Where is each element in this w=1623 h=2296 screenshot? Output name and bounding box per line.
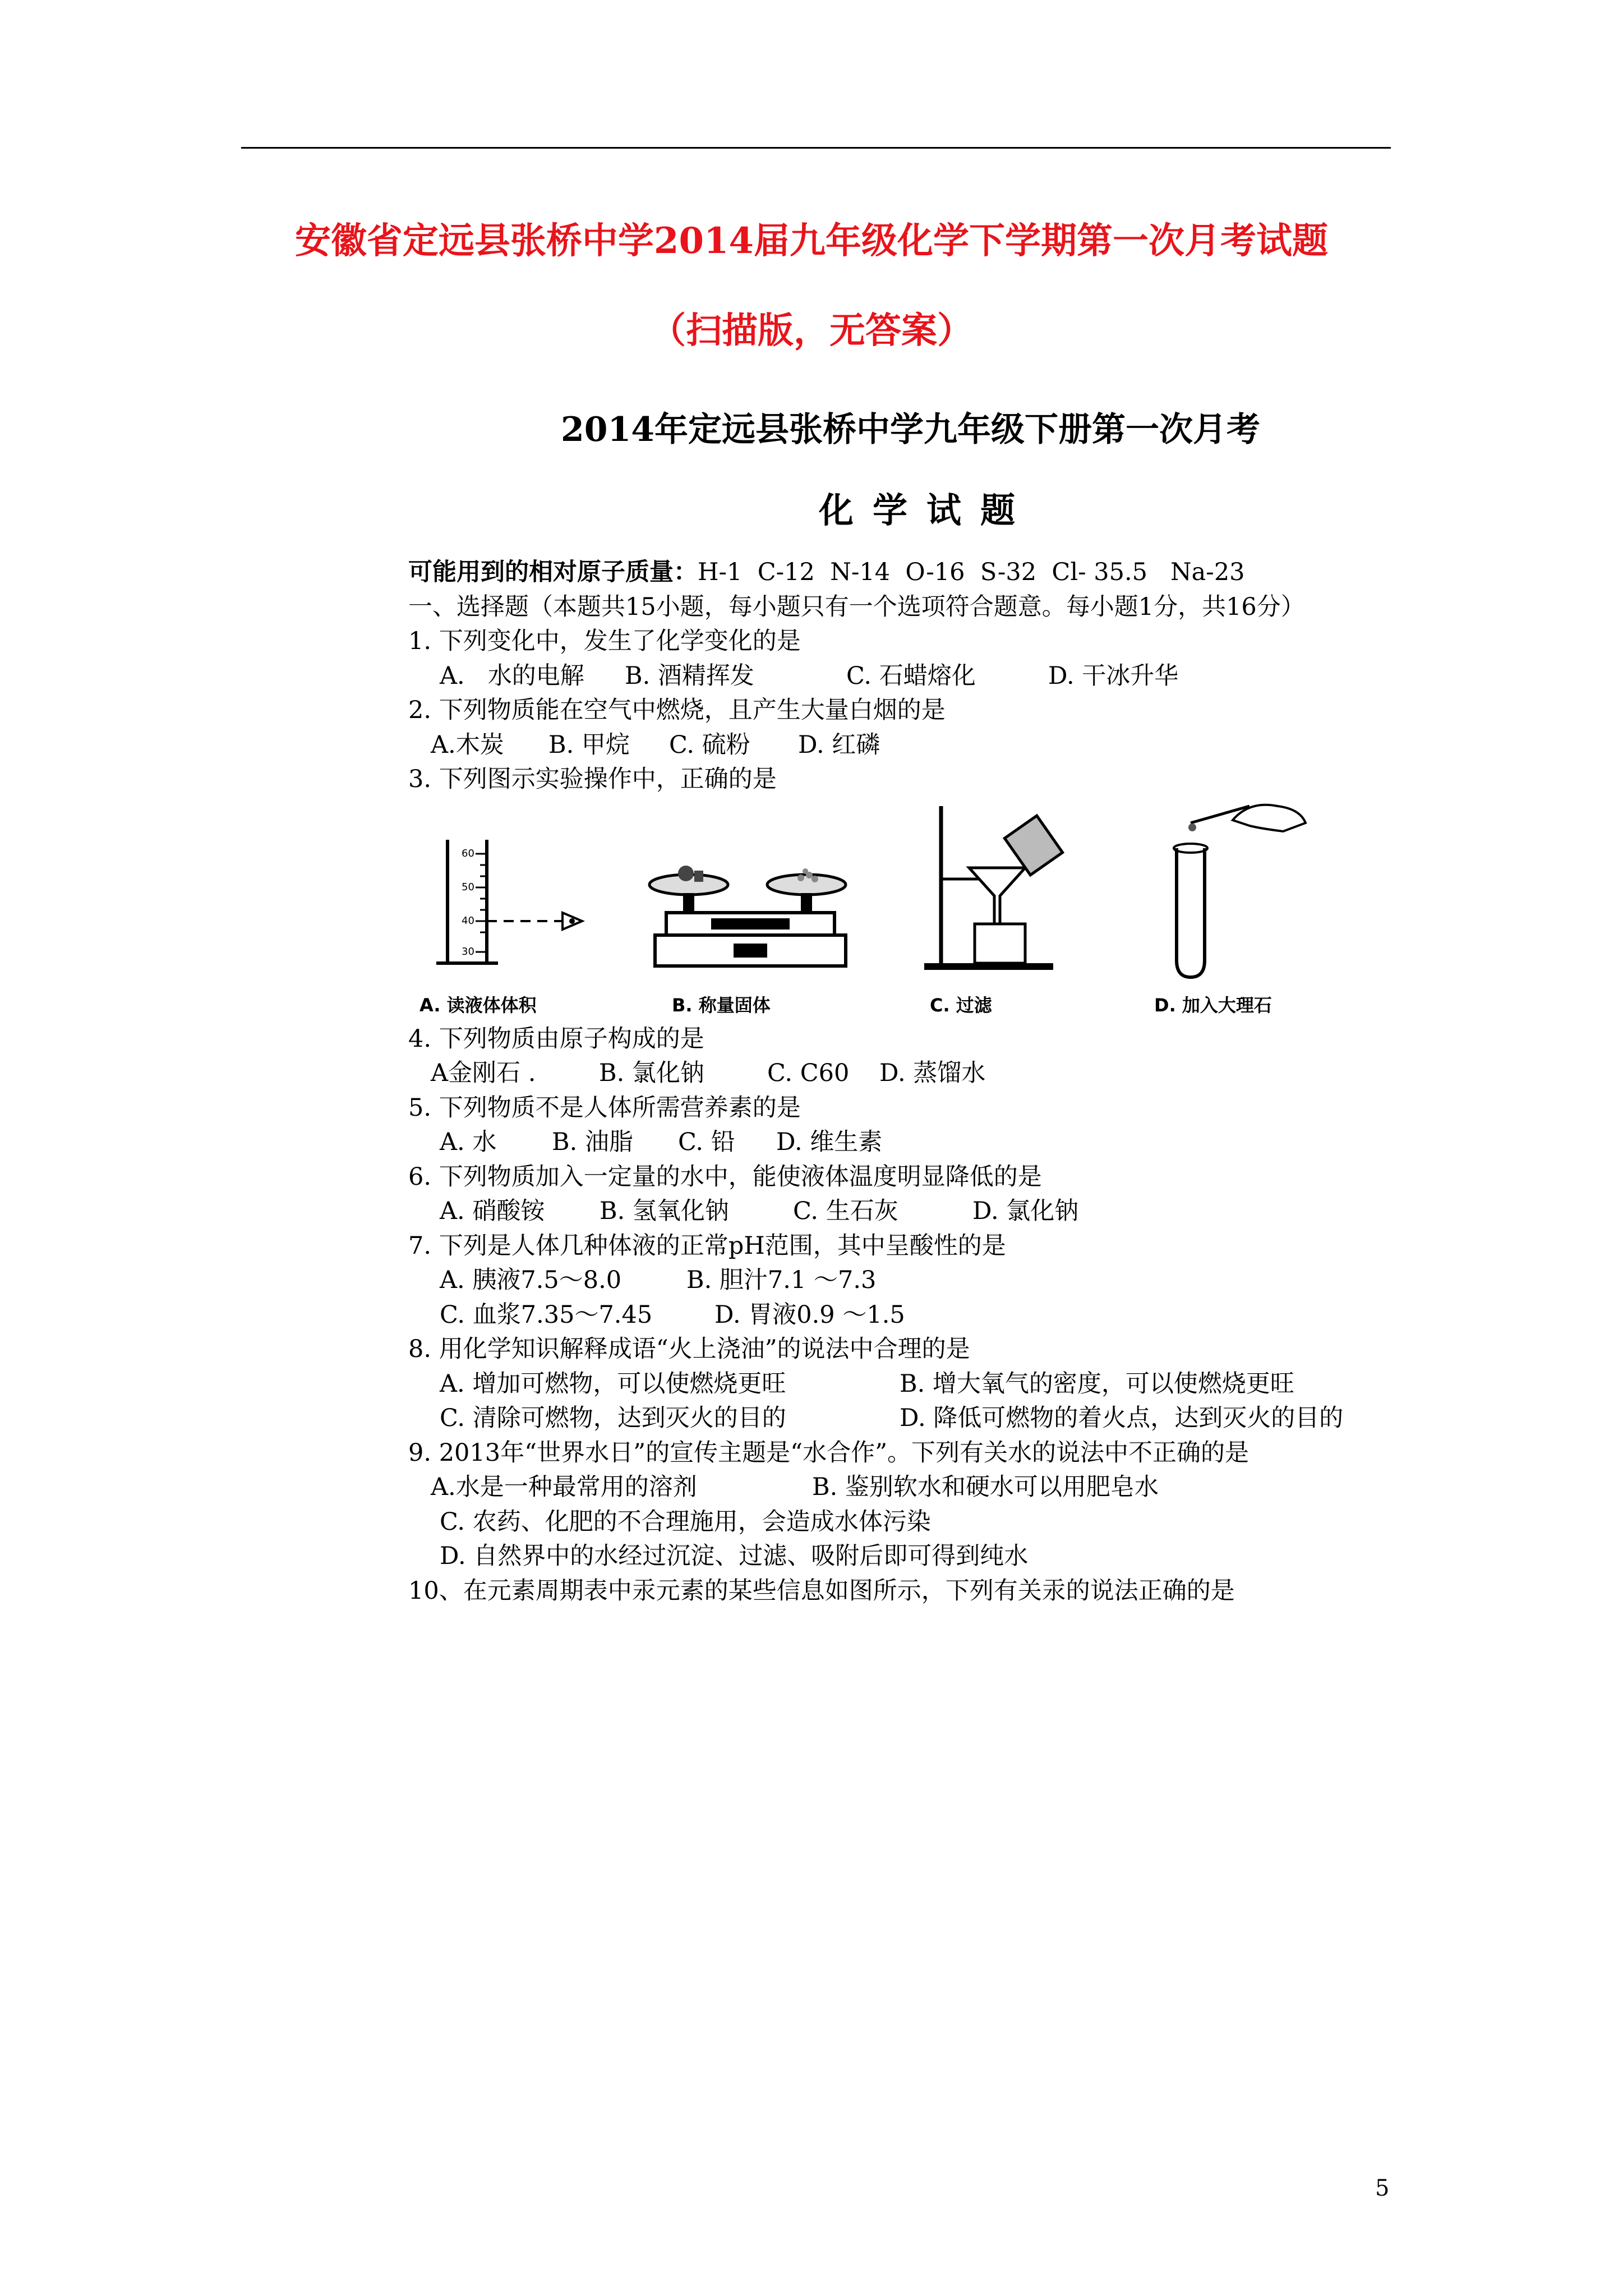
option: B. 鉴别软水和硬水可以用肥皂水 [812,1473,1159,1501]
question-stem: 5. 下列物质不是人体所需营养素的是 [408,1093,801,1122]
question-options [408,1367,1395,1402]
option: D. 干冰升华 [1048,661,1179,690]
option: A.木炭 [431,730,504,759]
balance-icon [644,800,857,986]
option: A. 硝酸铵 [440,1197,545,1225]
section-heading: 一、选择题（本题共15小题，每小题只有一个选项符合题意。每小题1分，共16分） [408,592,1305,621]
option: B. 油脂 [552,1128,633,1156]
tick-label: 50 [462,881,474,893]
option: D. 氯化钠 [972,1197,1079,1225]
option: B. 胆汁7.1 ～7.3 [686,1266,877,1294]
option: A. 胰液7.5～8.0 [440,1266,622,1294]
test-tube-icon [1137,800,1322,986]
document-subtitle: （扫描版，无答案） [650,310,973,352]
filtration-icon [902,800,1087,986]
document-title: 安徽省定远县张桥中学2014届九年级化学下学期第一次月考试题 [294,220,1329,262]
option: B. 氯化钠 [599,1059,704,1087]
subject-title: 化学试题 [819,490,1035,531]
option: D. 自然界中的水经过沉淀、过滤、吸附后即可得到纯水 [440,1542,1029,1570]
question-stem: 2. 下列物质能在空气中燃烧，且产生大量白烟的是 [408,696,946,724]
question-options [408,1263,1395,1298]
question-stem: 6. 下列物质加入一定量的水中，能使液体温度明显降低的是 [408,1162,1042,1191]
question-options [408,1505,1395,1540]
figure-add-marble [1137,800,1322,986]
question-stem: 4. 下列物质由原子构成的是 [408,1024,704,1053]
tick-label: 40 [462,914,474,927]
figure-read-volume [408,800,593,986]
question-options [408,1539,1395,1574]
experiment-figures [408,800,1395,1022]
figure-weigh-solid [644,800,857,986]
question-stem: 10、在元素周期表中汞元素的某些信息如图所示，下列有关汞的说法正确的是 [408,1576,1235,1605]
option: A. 水的电解 [440,661,584,690]
option: D. 维生素 [776,1128,883,1156]
option: C. 生石灰 [793,1197,898,1225]
atomic-mass-line [408,555,1395,590]
option: B. 增大氧气的密度，可以使燃烧更旺 [900,1369,1294,1398]
option: C. 硫粉 [669,730,750,759]
option: C. 清除可燃物，达到灭火的目的 [440,1404,786,1432]
question-stem: 3. 下列图示实验操作中，正确的是 [408,765,777,793]
question-options [408,728,1395,763]
figure-caption: D. 加入大理石 [1154,994,1272,1016]
option: A. 水 [440,1128,497,1156]
option: C. 农药、化肥的不合理施用，会造成水体污染 [440,1507,931,1536]
question-stem: 1. 下列变化中，发生了化学变化的是 [408,627,801,655]
page-number: 5 [1375,2175,1390,2201]
question-options [408,1401,1395,1436]
figure-caption: A. 读液体体积 [419,994,537,1016]
option: A. 增加可燃物，可以使燃烧更旺 [440,1369,786,1398]
option: C. C60 [767,1059,850,1087]
tick-label: 30 [462,945,474,958]
question-stem: 9. 2013年“世界水日”的宣传主题是“水合作”。下列有关水的说法中不正确的是 [408,1438,1249,1467]
question-options [408,659,1395,694]
option: C. 血浆7.35～7.45 [440,1300,653,1329]
header-rule [241,147,1391,149]
option: D. 胃液0.9 ～1.5 [714,1300,905,1329]
atomic-mass-label: 可能用到的相对原子质量： [408,558,698,586]
question-options [408,1125,1395,1160]
atomic-mass-values: H-1 C-12 N-14 O-16 S-32 Cl- 35.5 Na-23 [698,558,1245,586]
question-options [408,1194,1395,1229]
option: B. 酒精挥发 [625,661,754,690]
option: C. 石蜡熔化 [846,661,976,690]
question-options [408,1298,1395,1333]
question-stem: 8. 用化学知识解释成语“火上浇油”的说法中合理的是 [408,1335,970,1363]
option: B. 氢氧化钠 [600,1197,729,1225]
option: D. 降低可燃物的着火点，达到灭火的目的 [900,1404,1344,1432]
question-stem: 7. 下列是人体几种体液的正常pH范围，其中呈酸性的是 [408,1231,1006,1260]
tick-label: 60 [462,847,474,859]
question-options [408,1470,1395,1505]
option: A.水是一种最常用的溶剂 [431,1473,697,1501]
figure-caption: B. 称量固体 [672,994,771,1016]
option: B. 甲烷 [548,730,630,759]
option: D. 红磷 [798,730,880,759]
exam-content [408,555,1395,1608]
graduated-cylinder-icon [408,800,593,986]
option: D. 蒸馏水 [879,1059,986,1087]
figure-filtration [902,800,1087,986]
option: A金刚石 . [431,1059,536,1087]
question-options [408,1056,1395,1091]
figure-caption: C. 过滤 [930,994,992,1016]
exam-title: 2014年定远县张桥中学九年级下册第一次月考 [561,410,1260,449]
option: C. 铅 [678,1128,735,1156]
